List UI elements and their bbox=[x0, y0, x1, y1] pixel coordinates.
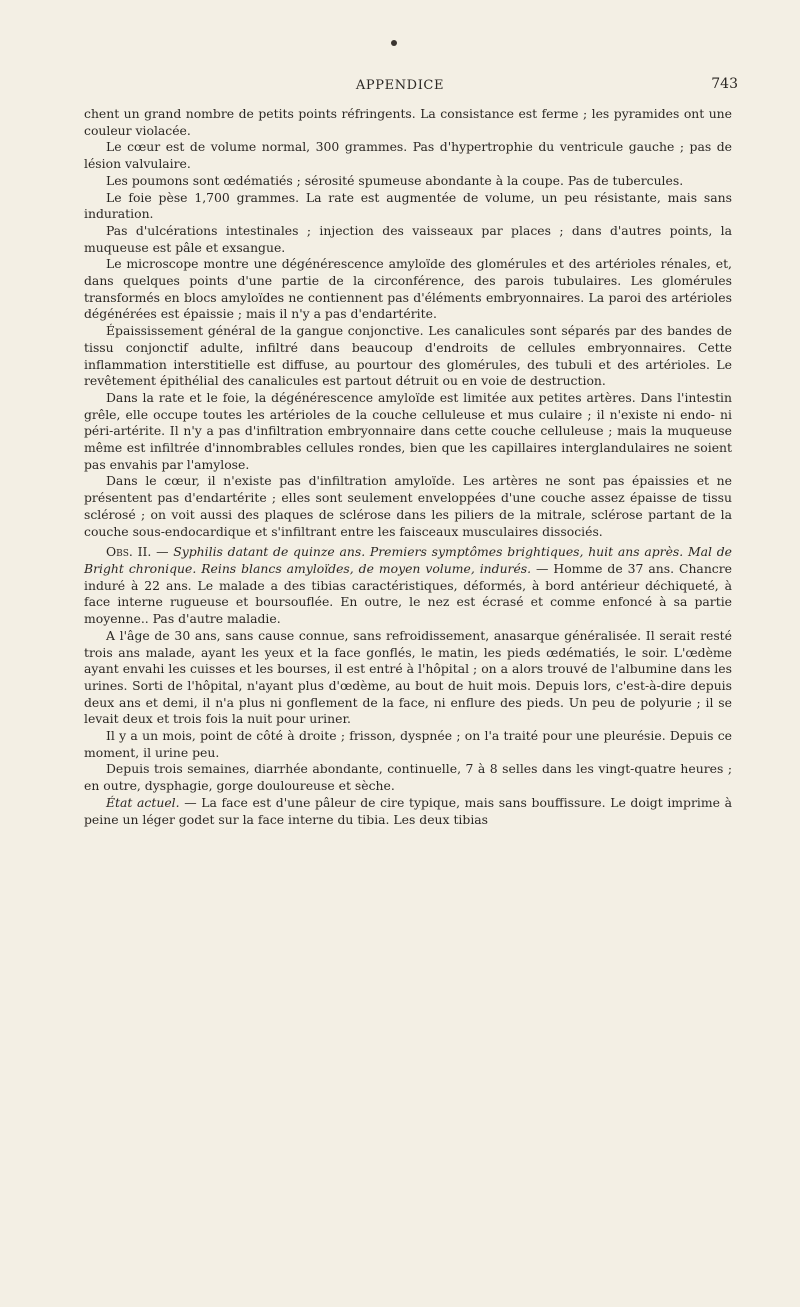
etat-paragraph bbox=[84, 795, 732, 828]
paragraph: Pas d'ulcérations intestinales ; injection des vaisseaux par places ; dans d'autres points, la muqueuse est pâle et exsangue. bbox=[84, 222, 732, 255]
paragraph: Le microscope montre une dégénérescence amyloïde des glomérules et des artérioles rénales, et, dans quelques points d'une partie de la circonférence, des parois tubulaires. Les glomérules transformés en blocs amyloïdes ne contiennent pas d'éléments embryonnaires. La paroi des artérioles dégénérées est épaissie ; mais il n'y a pas d'endartérite. bbox=[84, 256, 732, 322]
etat-label: État actuel. bbox=[106, 794, 180, 810]
printed-dot-mark bbox=[391, 40, 397, 46]
paragraph: Les poumons sont œdématiés ; sérosité spumeuse abondante à la coupe. Pas de tubercules. bbox=[106, 172, 684, 188]
paragraph: A l'âge de 30 ans, sans cause connue, sans refroidissement, anasarque généralisée. Il serait resté trois ans malade, ayant les yeux et la face gonflés, le matin, les pieds œdématiés, le soir. L'œdème ayant envahi les cuisses et les bourses, il est entré à l'hôpital ; on a alors trouvé de l'albumine dans les urines. Sorti de l'hôpital, n'ayant plus d'œdème, au bout de huit mois. Depuis lors, c'est-à-dire depuis deux ans et demi, il n'a plus ni gonflement de la face, ni enflure des pieds. Un peu de polyurie ; il se levait deux et trois fois la nuit pour uriner. bbox=[84, 627, 732, 727]
running-header bbox=[0, 76, 800, 96]
observation-paragraph bbox=[84, 544, 732, 628]
body-text bbox=[84, 106, 732, 828]
paragraph: Épaississement général de la gangue conjonctive. Les canalicules sont séparés par des bandes de tissu conjonctif adulte, infiltré dans beaucoup d'endroits de cellules embryonnaires. Cette inflammation interstitielle est diffuse, au pourtour des glomérules, des tubuli et des artérioles. Le revêtement épithélial des canalicules est partout détruit ou en voie de destruction. bbox=[84, 323, 732, 389]
observation-dash: — bbox=[151, 544, 174, 560]
paragraph: Le foie pèse 1,700 grammes. La rate est augmentée de volume, un peu résistante, mais sans induration. bbox=[84, 189, 732, 222]
etat-text: — La face est d'une pâleur de cire typique, mais sans bouffissure. Le doigt imprime à peine un léger godet sur la face interne du tibia. Les deux tibias bbox=[84, 794, 732, 827]
running-title: APPENDICE bbox=[355, 78, 445, 93]
page-number: 743 bbox=[711, 76, 738, 92]
paragraph: Dans la rate et le foie, la dégénérescence amyloïde est limitée aux petites artères. Dans l'intestin grêle, elle occupe toutes les artérioles de la couche celluleuse et mus culaire ; il n'existe ni endo- ni péri-artérite. Il n'y a pas d'infiltration embryonnaire dans cette couche celluleuse ; mais la muqueuse même est infiltrée d'innombrables cellules rondes, bien que les capillaires interglandulaires ne soient pas envahis par l'amylose. bbox=[84, 389, 732, 472]
observation-text: — Homme de 37 ans. Chancre induré à 22 ans. Le malade a des tibias caractéristiques, déformés, à bord antérieur déchiqueté, à face interne rugueuse et boursouflée. En outre, le nez est écrasé et comme enfoncé à sa partie moyenne.. Pas d'autre maladie. bbox=[84, 560, 732, 627]
paragraph: Depuis trois semaines, diarrhée abondante, continuelle, 7 à 8 selles dans les vingt-quatre heures ; en outre, dysphagie, gorge douloureuse et sèche. bbox=[84, 761, 732, 794]
paragraph: Le cœur est de volume normal, 300 grammes. Pas d'hypertrophie du ventricule gauche ; pas de lésion valvulaire. bbox=[84, 139, 732, 172]
paragraph: Dans le cœur, il n'existe pas d'infiltration amyloïde. Les artères ne sont pas épaissies et ne présentent pas d'endartérite ; elles sont seulement enveloppées d'une couche assez épaisse de tissu sclérosé ; on voit aussi des plaques de sclérose dans les piliers de la mitrale, sclérose partant de la couche sous-endocardique et s'infiltrant entre les faisceaux musculaires dissociés. bbox=[84, 473, 732, 539]
paragraph: Il y a un mois, point de côté à droite ; frisson, dyspnée ; on l'a traité pour une pleurésie. Depuis ce moment, il urine peu. bbox=[84, 728, 732, 760]
observation-heading: Syphilis datant de quinze ans. Premiers symptômes brightiques, huit ans après. Mal de Bright chronique. Reins blancs amyloïdes, de moyen volume, indurés. bbox=[84, 544, 732, 576]
paragraph: chent un grand nombre de petits points réfringents. La consistance est ferme ; les pyramides ont une couleur violacée. bbox=[84, 106, 732, 138]
observation-label: Obs. II. bbox=[106, 544, 152, 560]
